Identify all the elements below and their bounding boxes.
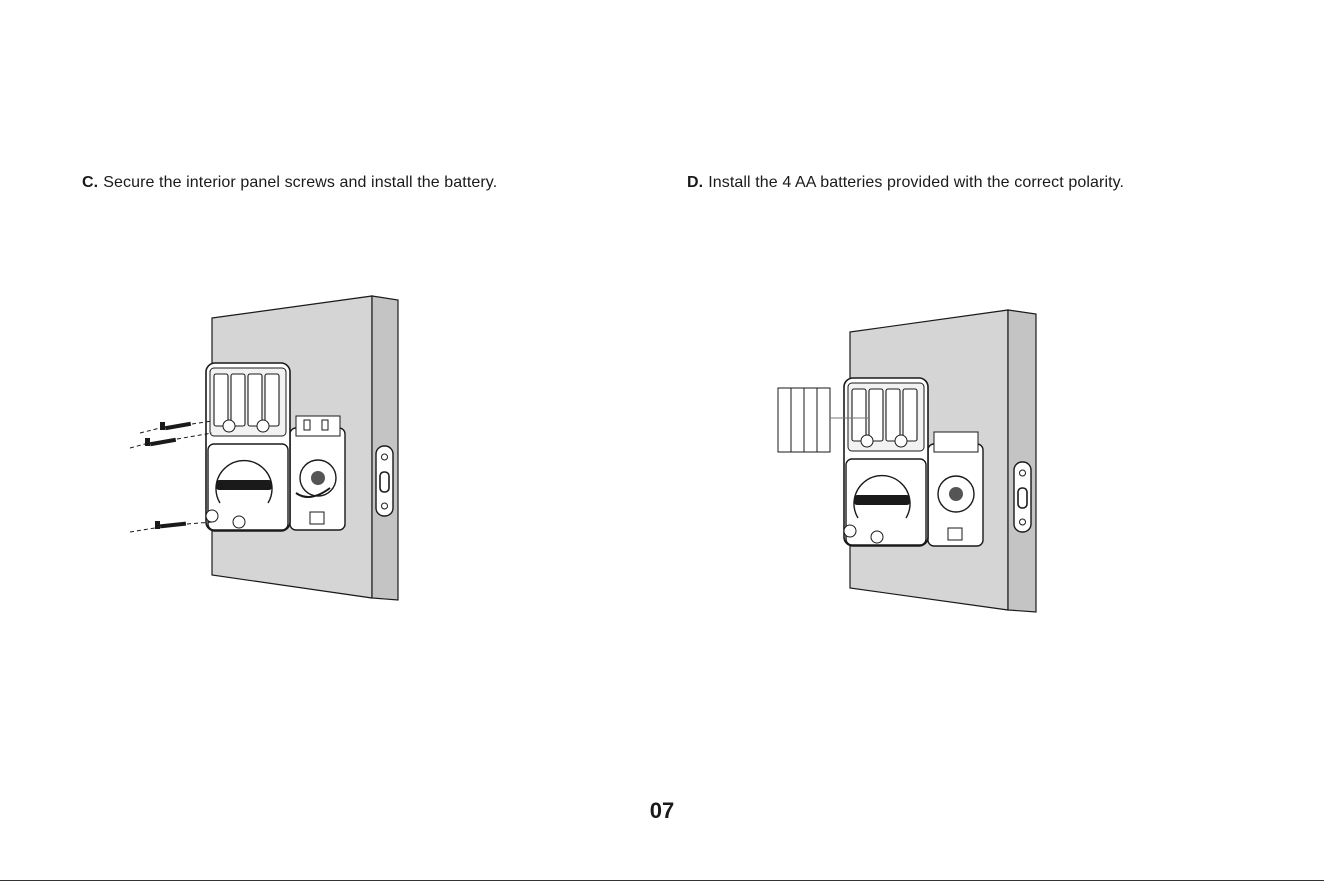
step-c-instruction <box>82 174 497 192</box>
screw-middle <box>130 433 212 448</box>
bottom-rule <box>0 880 1324 881</box>
interior-panel <box>844 378 928 546</box>
step-d-illustration <box>770 302 1055 620</box>
page-number: 07 <box>649 798 675 823</box>
screw-bottom <box>130 521 212 532</box>
step-d-text: Install the 4 AA batteries provided with the correct polarity. <box>708 174 1125 191</box>
screw-top <box>140 421 212 433</box>
mounting-plate <box>928 432 983 546</box>
mounting-plate <box>290 416 345 530</box>
aa-batteries <box>778 388 830 452</box>
step-d-letter: D. <box>687 174 704 191</box>
step-c-illustration <box>120 288 420 608</box>
door-strike-plate <box>376 446 393 516</box>
door-strike-plate <box>1014 462 1031 532</box>
step-d-instruction <box>687 174 1124 192</box>
interior-panel <box>206 363 290 531</box>
step-c-text: Secure the interior panel screws and install the battery. <box>103 174 498 191</box>
step-c-letter: C. <box>82 174 99 191</box>
